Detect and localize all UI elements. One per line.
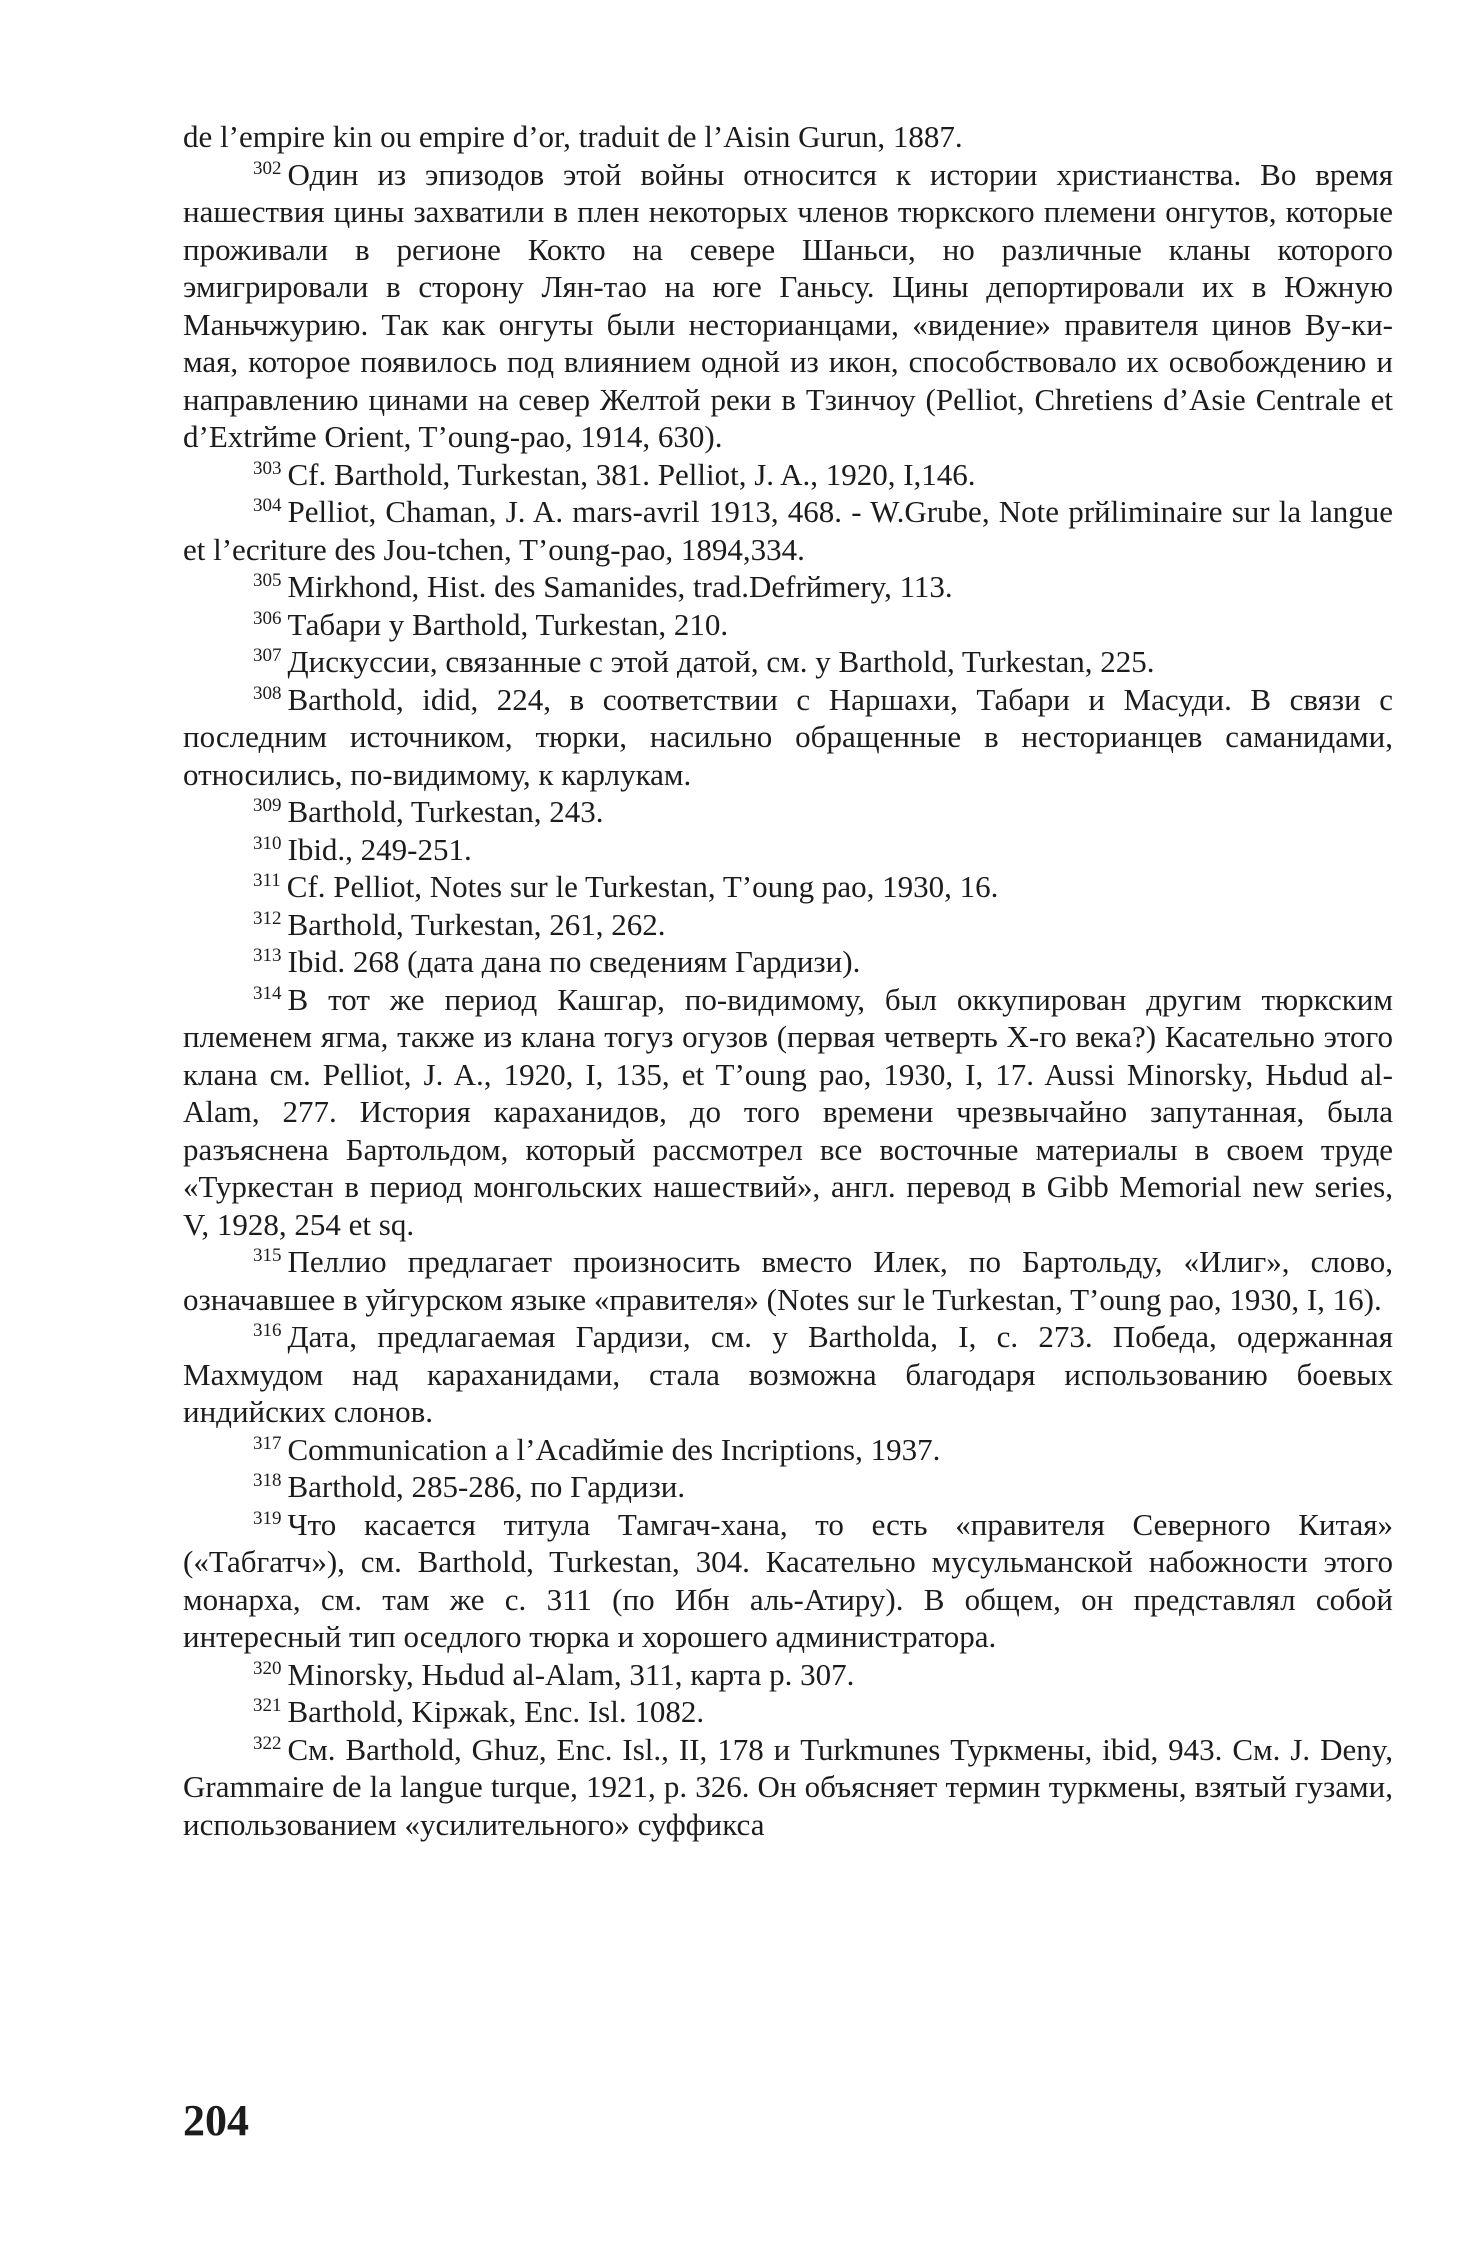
footnote-number: 311 [253,870,281,891]
footnote-continuation: de l’empire kin ou empire d’or, traduit de l’Aisin Gurun, 1887. [183,119,963,154]
footnote-309: $^{309}$ Barthold, Turkestan, 243. [253,794,604,829]
footnote-number: 314 [253,982,282,1004]
page-number: 204 [183,2096,249,2145]
footnote-number: 302 [253,157,282,179]
footnote-308: $^{308}$ Barthold, idid, 224, в соответствии с Наршахи, Табари и Масуди. В связи с последним источником, тюрки, насильно обращенные в несторианцев саманидами, относились, по-видимому, к карлукам. [183,681,1393,792]
footnote-number: 312 [253,907,282,929]
footnote-number: 317 [253,1432,282,1454]
footnote-322: $^{322}$ См. Barthold, Ghuz, Enc. Isl., II, 178 и Turkmunes Туркмены, ibid, 943. См. J. Deny, Grammaire de la langue turque, 1921, p. 326. Он объясняет термин туркмены, взятый гузами, использованием «усилительного» суффикса [183,1731,1393,1842]
footnote-320: $^{320}$ Minorsky, Hьdud al-Alam, 311, карта р. 307. [253,1656,855,1692]
footnote-number: 318 [253,1470,282,1491]
footnote-303: $^{303}$ Cf. Barthold, Turkestan, 381. Pelliot, J. A., 1920, I,146. [253,456,976,492]
footnote-314: $^{314}$ В тот же период Кашгар, по-видимому, был оккупирован другим тюркским племенем ягма, также из клана тогуз огузов (первая четверть X-го века?) Касательно этого клана см. Pelliot, J. A., 1920, I, 135, et T’oung pao, 1930, I, 17. Aussi Minorsky, Hьdud al-Alam, 277. История караханидов, до того времени чрезвычайно запутанная, была разъяснена Бартольдом, который рассмотрел все восточные материалы в своем труде «Туркестан в период монгольских нашествий», англ. перевод в Gibb Memorial new series, V, 1928, 254 et sq. [183,981,1393,1242]
footnote-318: $^{318}$ Barthold, 285-286, по Гардизи. [253,1469,686,1504]
footnote-number: 320 [253,1657,282,1679]
footnote-number: 307 [253,645,282,666]
footnote-number: 316 [253,1320,282,1341]
footnote-307: $^{307}$ Дискуссии, связанные с этой датой, см. у Barthold, Turkestan, 225. [253,644,1155,679]
footnote-313: $^{313}$ Ibid. 268 (дата дана по сведениям Гардизи). [253,944,861,979]
footnote-304: $^{304}$ Pelliot, Chaman, J. A. mars-avril 1913, 468. - W.Grube, Note prйliminaire sur la langue et l’ecriture des Jou-tchen, T’oung-pao, 1894,334. [183,494,1393,567]
footnote-number: 308 [253,682,282,704]
footnote-305: $^{305}$ Mirkhond, Hist. des Samanides, trad.Defrйmery, 113. [253,569,953,604]
footnote-number: 319 [253,1507,282,1529]
footnote-number: 322 [253,1732,282,1754]
footnote-312: $^{312}$ Barthold, Turkestan, 261, 262. [253,906,666,942]
footnote-321: $^{321}$ Barthold, Kipжak, Enc. Isl. 1082. [253,1694,705,1729]
footnotes-text [183,118,1393,1843]
footnote-number: 303 [253,457,282,479]
footnote-315: $^{315}$ Пеллио предлагает произносить вместо Илек, по Бартольду, «Илиг», слово, означавшее в уйгурском языке «правителя» (Notes sur le Turkestan, T’oung pao, 1930, I, 16). [183,1244,1393,1317]
footnote-number: 321 [253,1695,282,1716]
footnote-number: 309 [253,795,282,816]
footnote-number: 306 [253,607,282,629]
footnote-310: $^{310}$ Ibid., 249-251. [253,831,472,867]
footnote-number: 313 [253,945,282,966]
footnote-number: 315 [253,1245,282,1266]
footnote-number: 310 [253,832,282,854]
footnote-302: $^{302}$ Один из эпизодов этой войны относится к истории христианства. Во время нашествия цины захватили в плен некоторых членов тюркского племени онгутов, которые проживали в регионе Кокто на севере Шаньси, но различные кланы которого эмигрировали в сторону Лян-тао на юге Ганьсу. Цины депортировали их в Южную Маньчжурию. Так как онгуты были несторианцами, «видение» правителя цинов Ву-ки-мая, которое появилось под влиянием одной из икон, способствовало их освобождению и направлению цинами на север Желтой реки в Тзинчоу (Pelliot, Chretiens d’Asie Centrale et d’Extrйme Orient, T’oung-pao, 1914, 630). [183,156,1393,454]
footnote-311: $^{311}$ Cf. Pelliot, Notes sur le Turkestan, T’oung pao, 1930, 16. [253,869,999,904]
footnote-number: 305 [253,570,282,591]
footnote-316: $^{316}$ Дата, предлагаемая Гардизи, см. у Bartholda, I, с. 273. Победа, одержанная Махмудом над караханидами, стала возможна благодаря использованию боевых индийских слонов. [183,1319,1393,1429]
footnote-number: 304 [253,495,282,516]
footnote-317: $^{317}$ Communication a l’Acadйmie des Incriptions, 1937. [253,1431,941,1467]
footnote-306: $^{306}$ Табари у Barthold, Turkestan, 210. [253,606,729,642]
footnote-319: $^{319}$ Что касается титула Тамгач-хана, то есть «правителя Северного Китая» («Табгатч»), см. Barthold, Turkestan, 304. Касательно мусульманской набожности этого монарха, см. там же с. 311 (по Ибн аль-Атиру). В общем, он представлял собой интересный тип оседлого тюрка и хорошего администратора. [183,1506,1393,1654]
